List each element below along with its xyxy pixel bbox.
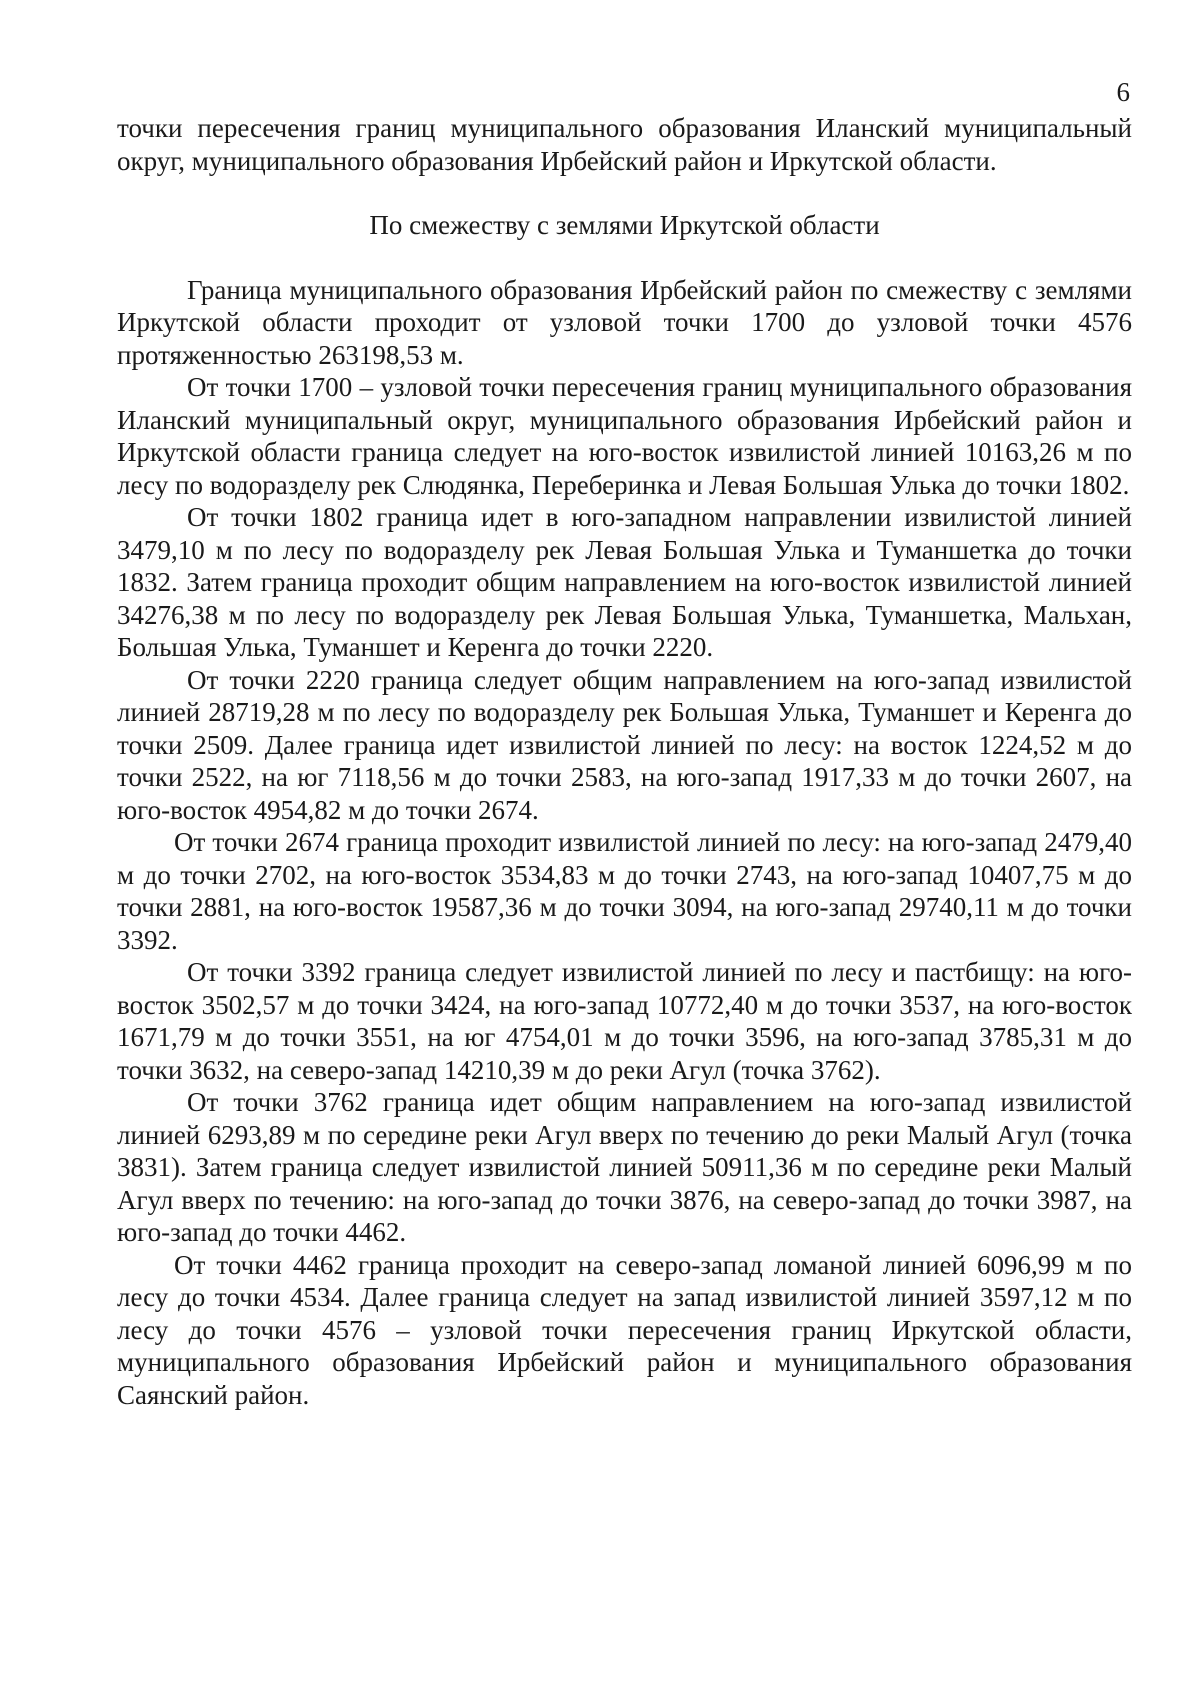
paragraph: От точки 3762 граница идет общим направлением на юго-запад извилистой линией 6293,89 м по середине реки Агул вверх по течению до реки Малый Агул (точка 3831). Затем граница следует извилистой линией 50911,36 м по середине реки Малый Агул вверх по течению: на юго-запад до точки 3876, на северо-запад до точки 3987, на юго-запад до точки 4462.	[117, 1087, 1132, 1247]
paragraph: От точки 1700 – узловой точки пересечения границ муниципального образования Иланский муниципальный округ, муниципального образования Ирбейский район и Иркутской области граница следует на юго-восток извилистой линией 10163,26 м по лесу по водоразделу рек Слюдянка, Переберинка и Левая Большая Улька до точки 1802.	[117, 372, 1132, 500]
document-body	[117, 112, 1132, 1411]
paragraph: Граница муниципального образования Ирбейский район по смежеству с землями Иркутской области проходит от узловой точки 1700 до узловой точки 4576 протяженностью 263198,53 м.	[117, 274, 1132, 370]
intro-paragraph: точки пересечения границ муниципального образования Иланский муниципальный округ, муниципального образования Ирбейский район и Иркутской области.	[117, 113, 1132, 176]
paragraph: От точки 2220 граница следует общим направлением на юго-запад извилистой линией 28719,28 м по лесу по водоразделу рек Большая Улька, Туманшет и Керенга до точки 2509. Далее граница идет извилистой линией по лесу: на восток 1224,52 м до точки 2522, на юг 7118,56 м до точки 2583, на юго-запад 1917,33 м до точки 2607, на юго-восток 4954,82 м до точки 2674.	[117, 664, 1132, 825]
paragraph: От точки 4462 граница проходит на северо-запад ломаной линией 6096,99 м по лесу до точки 4534. Далее граница следует на запад извилистой линией 3597,12 м по лесу до точки 4576 – узловой точки пересечения границ Иркутской области, муниципального образования Ирбейский район и муниципального образования Саянский район.	[117, 1249, 1132, 1410]
section-heading: По смежеству с землями Иркутской области	[369, 210, 880, 240]
paragraph: От точки 1802 граница идет в юго-западном направлении извилистой линией 3479,10 м по лесу по водоразделу рек Левая Большая Улька и Туманшетка до точки 1832. Затем граница проходит общим направлением на юго-восток извилистой линией 34276,38 м по лесу по водоразделу рек Левая Большая Улька, Туманшетка, Мальхан, Большая Улька, Туманшет и Керенга до точки 2220.	[117, 502, 1132, 662]
page-number: 6	[1116, 77, 1130, 107]
paragraph: От точки 3392 граница следует извилистой линией по лесу и пастбищу: на юго-восток 3502,57 м до точки 3424, на юго-запад 10772,40 м до точки 3537, на юго-восток 1671,79 м до точки 3551, на юг 4754,01 м до точки 3596, на юго-запад 3785,31 м до точки 3632, на северо-запад 14210,39 м до реки Агул (точка 3762).	[117, 957, 1132, 1085]
paragraph: От точки 2674 граница проходит извилистой линией по лесу: на юго-запад 2479,40 м до точки 2702, на юго-восток 3534,83 м до точки 2743, на юго-запад 10407,75 м до точки 2881, на юго-восток 19587,36 м до точки 3094, на юго-запад 29740,11 м до точки 3392.	[117, 827, 1132, 955]
